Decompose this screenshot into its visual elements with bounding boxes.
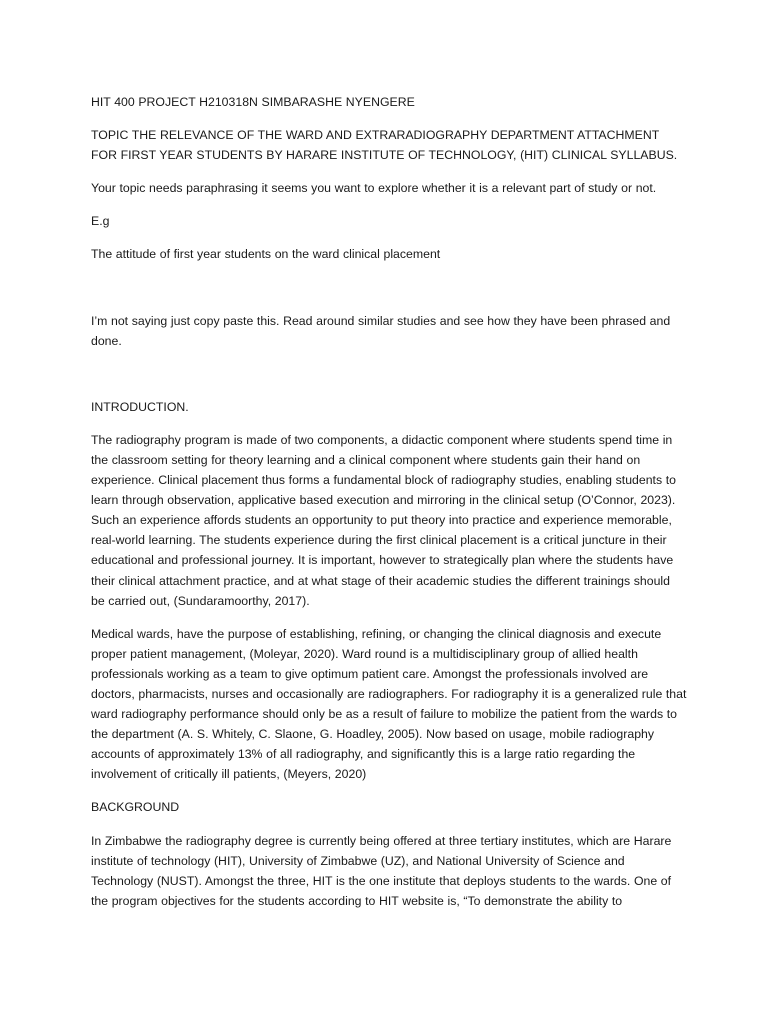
- background-paragraph: In Zimbabwe the radiography degree is currently being offered at three tertiary institutes, which are Harare institute of technology (HIT), University of Zimbabwe (UZ), and National University of Science and Technology (NUST). Amongst the three, HIT is the one institute that deploys students to the wards. One of the program objectives for the students according to HIT website is, “To demonstrate the ability to: [91, 833, 672, 908]
- introduction-heading: INTRODUCTION.: [91, 399, 189, 414]
- example-text: The attitude of first year students on the ward clinical placement: [91, 247, 441, 262]
- document-header-line: HIT 400 PROJECT H210318N SIMBARASHE NYENGERE: [91, 95, 415, 109]
- document-body: [91, 92, 687, 924]
- intro-paragraph-2: Medical wards, have the purpose of establishing, refining, or changing the clinical diagnosis and execute proper patient management, (Moleyar, 2020). Ward round is a multidisciplinary group of allied health professionals working as a team to give optimum patient care. Amongst the professionals involved are doctors, pharmacists, nurses and occasionally are radiographers. For radiography it is a generalized rule that ward radiography performance should only be as a result of failure to mobilize the patient from the wards to the department (A. S. Whitely, C. Slaone, G. Hoadley, 2005). Now based on usage, mobile radiography accounts of approximately 13% of all radiography, and significantly this is a large ratio regarding the involvement of critically ill patients, (Meyers, 2020): [91, 626, 687, 782]
- intro-paragraph-1: The radiography program is made of two components, a didactic component where students spend time in the classroom setting for theory learning and a clinical component where students gain their hand on experience. Clinical placement thus forms a fundamental block of radiography studies, enabling students to learn through observation, applicative based execution and mirroring in the clinical setup (O’Connor, 2023). Such an experience affords students an opportunity to put theory into practice and experience memorable, real-world learning. The students experience during the first clinical placement is a critical juncture in their educational and professional journey. It is important, however to strategically plan where the students have their clinical attachment practice, and at what stage of their academic studies the different trainings should be carried out, (Sundaramoorthy, 2017).: [91, 432, 676, 608]
- advice-paragraph: I’m not saying just copy paste this. Read around similar studies and see how they have been phrased and done.: [91, 313, 671, 348]
- comment-paragraph: Your topic needs paraphrasing it seems you want to explore whether it is a relevant part of study or not.: [91, 181, 657, 196]
- topic-paragraph: TOPIC THE RELEVANCE OF THE WARD AND EXTRARADIOGRAPHY DEPARTMENT ATTACHMENT FOR FIRST YEAR STUDENTS BY HARARE INSTITUTE OF TECHNOLOGY, (HIT) CLINICAL SYLLABUS.: [91, 128, 678, 163]
- background-heading: BACKGROUND: [91, 800, 180, 815]
- example-label: E.g: [91, 214, 110, 229]
